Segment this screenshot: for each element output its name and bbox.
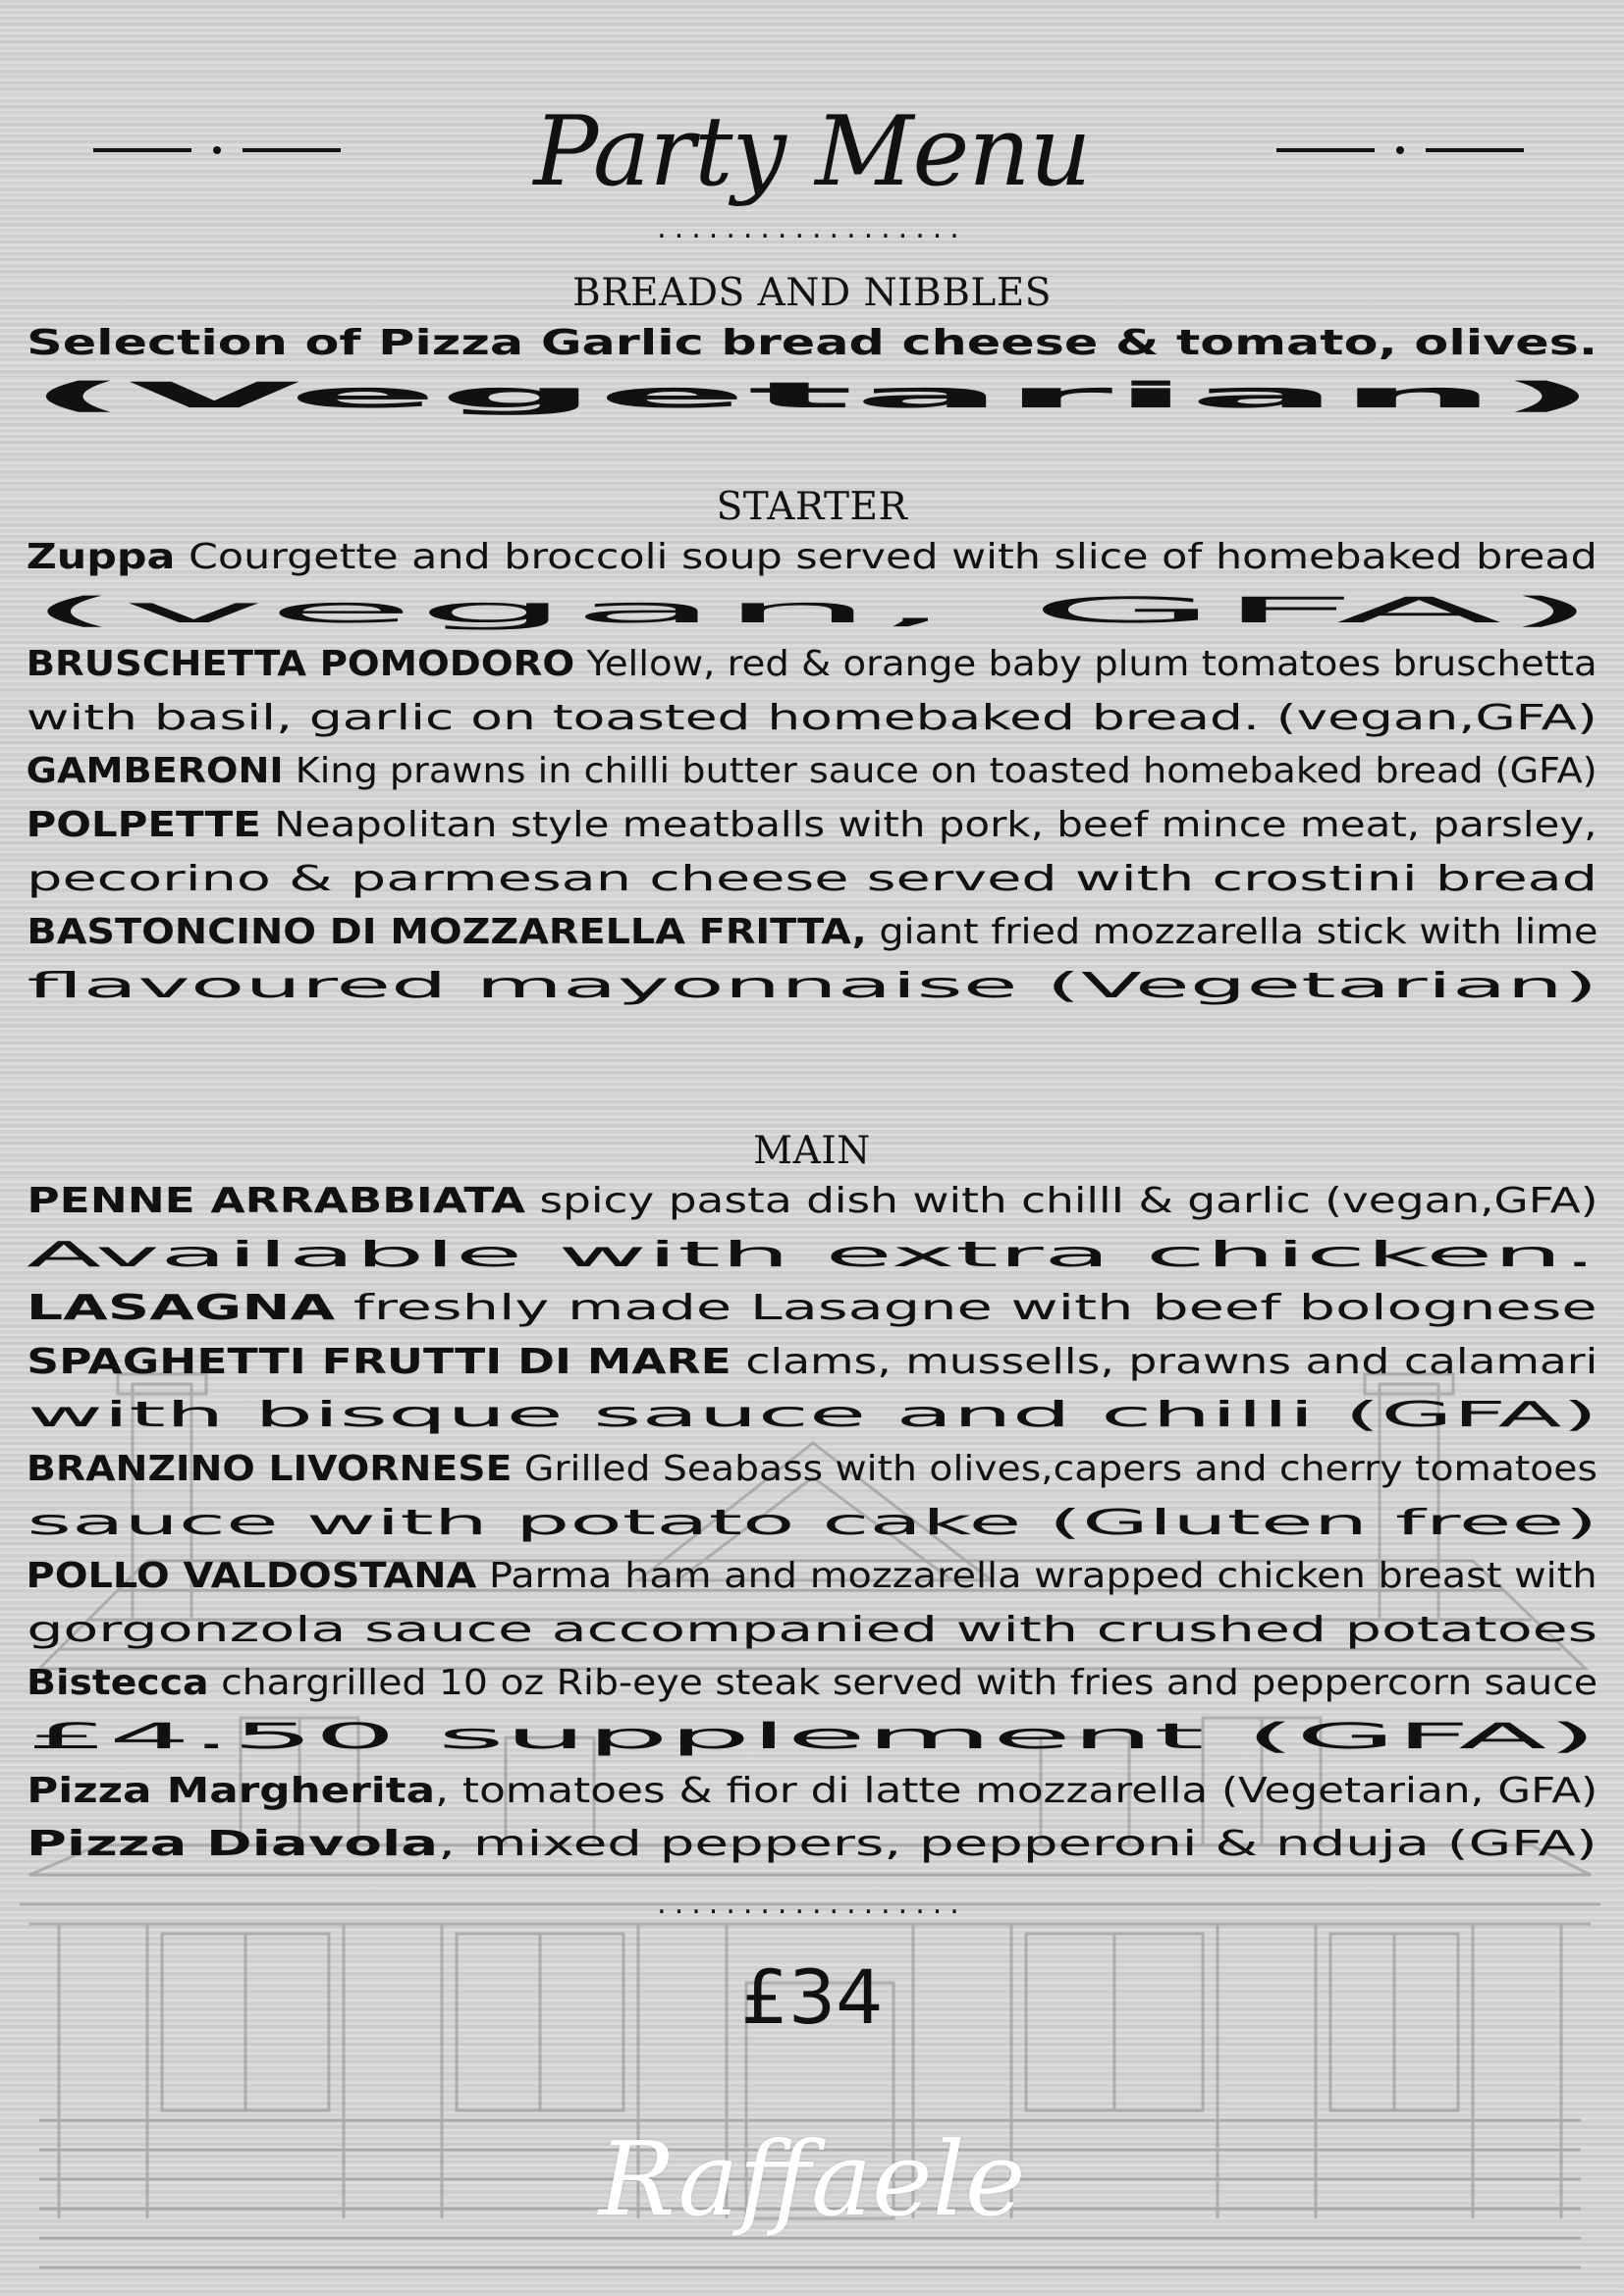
dish-description: Available with extra chicken. [27, 1234, 1597, 1275]
section-heading-main: MAIN [753, 1129, 871, 1173]
breads-line: (Vegetarian) [26, 376, 1597, 416]
dish-description: flavoured mayonnaise (Vegetarian) [26, 965, 1597, 1006]
dish-description: , mixed peppers, pepperoni & nduja (GFA) [438, 1824, 1597, 1865]
dish-name: SPAGHETTI FRUTTI DI MARE [26, 1341, 731, 1382]
menu-item-line [0, 638, 1624, 692]
divider-bottom: .................. [657, 1887, 967, 1921]
menu-item-line [0, 1497, 1624, 1551]
menu-item-line [0, 531, 1624, 585]
dish-description: spicy pasta dish with chillI & garlic (vegan,GFA) [524, 1181, 1598, 1221]
dish-name: Pizza Diavola [27, 1824, 439, 1865]
menu-item-line [0, 585, 1624, 639]
menu-title: Party Menu [533, 96, 1091, 208]
menu-price: £34 [740, 1953, 884, 2041]
dish-description: freshly made Lasagne with beef bolognese [335, 1288, 1598, 1329]
menu-item-line [0, 745, 1624, 799]
dish-description: (vegan, GFA) [26, 590, 1598, 631]
menu-item-line [0, 906, 1624, 960]
dish-description: pecorino & parmesan cheese served with crostini bread [27, 858, 1597, 899]
dish-description: Parma ham and mozzarella wrapped chicken breast with [476, 1556, 1598, 1597]
dish-description: Courgette and broccoli soup served with slice of homebaked bread [175, 537, 1598, 577]
menu-item-line [0, 853, 1624, 907]
dish-description: gorgonzola sauce accompanied with crushed potatoes [26, 1609, 1598, 1650]
dish-name: Bistecca [26, 1663, 209, 1704]
raffaele-logo: Raffaele [598, 2119, 1026, 2239]
dish-description: King prawns in chilli butter sauce on toasted homebaked bread (GFA) [283, 751, 1597, 792]
menu-item-line [0, 1175, 1624, 1229]
dish-name: BRUSCHETTA POMODORO [26, 644, 575, 685]
dish-description: sauce with potato cake (Gluten free) [26, 1502, 1598, 1543]
section-main [0, 1128, 1624, 1872]
dish-name: LASAGNA [26, 1288, 336, 1329]
dish-description: £4.50 supplement (GFA) [26, 1716, 1598, 1757]
menu-item-line [0, 1443, 1624, 1497]
menu-item-line [0, 1550, 1624, 1604]
breads-line: Selection of Pizza Garlic bread cheese & tomato, olives. [26, 323, 1597, 363]
menu-item-line [0, 1657, 1624, 1711]
dish-name: Zuppa [26, 537, 176, 577]
title-row [0, 93, 1624, 211]
main-items [0, 1175, 1624, 1872]
dish-description: Grilled Seabass with olives,capers and cherry tomatoes [512, 1448, 1598, 1489]
section-heading-starter: STARTER [716, 485, 908, 529]
dish-name: POLPETTE [27, 804, 262, 845]
dish-name: GAMBERONI [27, 751, 284, 792]
dish-description: with basil, garlic on toasted homebaked bread. (vegan,GFA) [26, 697, 1598, 738]
menu-item-line [0, 1282, 1624, 1336]
section-breads [0, 270, 1624, 423]
divider-top: .................. [657, 211, 967, 245]
dish-name: BASTONCINO DI MOZZARELLA FRITTA, [27, 912, 867, 953]
menu-item-line [0, 1604, 1624, 1658]
dish-description: clams, mussells, prawns and calamari [731, 1341, 1598, 1382]
title-ornament-right [1276, 144, 1532, 156]
dish-description: , tomatoes & fior di latte mozzarella (Vegetarian, GFA) [434, 1770, 1597, 1811]
menu-item-line [0, 1229, 1624, 1283]
dish-name: BRANZINO LIVORNESE [26, 1448, 513, 1489]
section-heading-breads: BREADS AND NIBBLES [572, 271, 1052, 315]
dish-name: POLLO VALDOSTANA [26, 1556, 477, 1597]
dish-description: giant fried mozzarella stick with lime [866, 912, 1597, 953]
menu-item-line [0, 692, 1624, 746]
menu-item-line [0, 1818, 1624, 1872]
section-starter [0, 484, 1624, 1013]
starter-items [0, 531, 1624, 1013]
menu-item-line [0, 1765, 1624, 1819]
dish-description: chargrilled 10 oz Rib-eye steak served with fries and peppercorn sauce [208, 1663, 1598, 1704]
dish-description: with bisque sauce and chilli (GFA) [26, 1395, 1598, 1436]
dish-name: PENNE ARRABBIATA [26, 1181, 525, 1221]
menu-item-line [0, 799, 1624, 853]
menu-item-line [0, 960, 1624, 1014]
dish-description: Neapolitan style meatballs with pork, beef mince meat, parsley, [261, 804, 1597, 845]
menu-item-line [0, 1336, 1624, 1390]
menu-item-line [0, 1711, 1624, 1765]
menu-item-line [0, 1389, 1624, 1443]
dish-description: Yellow, red & orange baby plum tomatoes bruschetta [574, 644, 1597, 685]
dish-name: Pizza Margherita [26, 1770, 435, 1811]
